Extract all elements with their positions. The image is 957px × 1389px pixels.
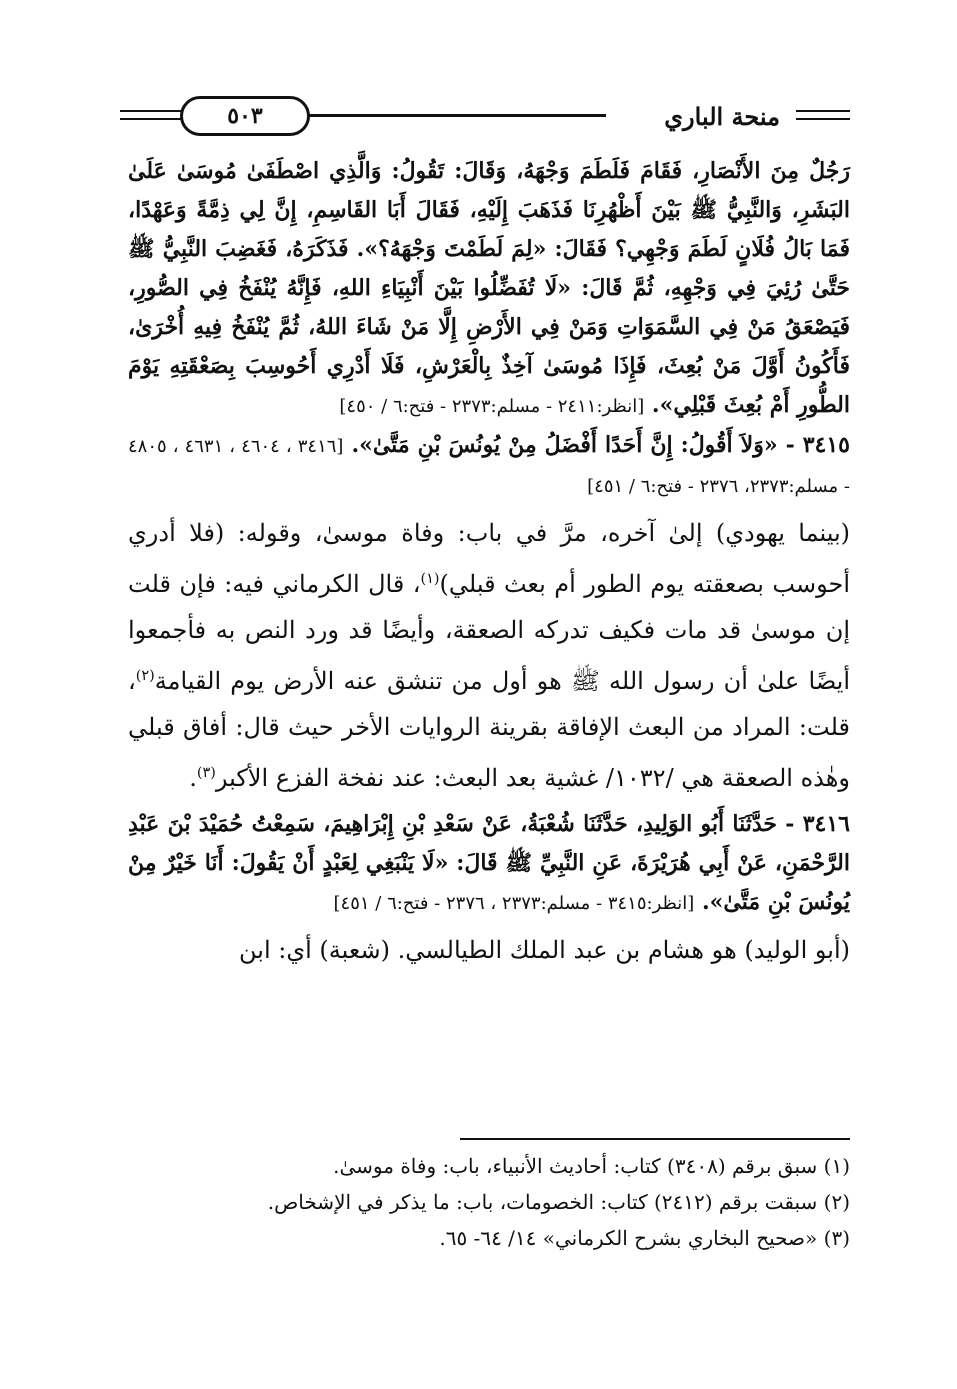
footnote-2: (٢) سبقت برقم (٢٤١٢) كتاب: الخصومات، باب: ما يذكر في الإشخاص.	[267, 1190, 850, 1214]
hadith-reference: [انظر:٢٤١١ - مسلم:٢٣٧٣ - فتح:٦ / ٤٥٠]	[339, 396, 645, 417]
hadith-reference: [انظر:٣٤١٥ - مسلم:٢٣٧٣ ، ٢٣٧٦ - فتح:٦ / ٤٥١]	[333, 893, 695, 914]
hadith-text: رَجُلٌ مِنَ الأَنْصَارِ، فَقَامَ فَلَطَمَ وَجْهَهُ، وَقَالَ: تَقُولُ: وَالَّذِي اصْطَفَىٰ مُوسَىٰ عَلَىٰ البَشَرِ، وَالنَّبِيُّ ﷺ بَيْنَ أَظْهُرِنَا فَذَهَبَ إِلَيْهِ، فَقَالَ أَبَا القَاسِمِ، إِنَّ لِي ذِمَّةً وَعَهْدًا، فَمَا بَالُ فُلَانٍ لَطَمَ وَجْهِي؟ فَقَالَ: «لِمَ لَطَمْتَ وَجْهَهُ؟». فَذَكَرَهُ، فَغَضِبَ النَّبِيُّ ﷺ حَتَّىٰ رُئِيَ فِي وَجْهِهِ، ثُمَّ قَالَ: «لَا تُفَضِّلُوا بَيْنَ أَنْبِيَاءِ اللهِ، فَإِنَّهُ يُنْفَخُ فِي الصُّورِ، فَيَصْعَقُ مَنْ فِي السَّمَوَاتِ وَمَنْ فِي الأَرْضِ إِلَّا مَنْ شَاءَ اللهُ، ثُمَّ يُنْفَخُ فِيهِ أُخْرَىٰ، فَأَكُونُ أَوَّلَ مَنْ بُعِثَ، فَإِذَا مُوسَىٰ آخِذٌ بِالْعَرْشِ، فَلَا أَدْرِي أَحُوسِبَ بِصَعْقَتِهِ يَوْمَ الطُّورِ أَمْ بُعِثَ قَبْلِي».	[128, 158, 850, 418]
footnote-marker: (١)	[420, 571, 440, 587]
hadith-number: ٣٤١٥	[802, 432, 850, 458]
commentary-text: .	[189, 764, 197, 792]
hadith-3416	[128, 805, 850, 923]
header-rule-middle	[306, 114, 606, 117]
header-rule-left-bottom	[120, 118, 184, 120]
commentary-paragraph	[128, 927, 850, 973]
page-header	[120, 96, 850, 140]
header-rule-right-top	[796, 110, 850, 112]
header-rule-right-bottom	[796, 118, 850, 120]
hadith-3415	[128, 426, 850, 506]
commentary-text: ، قلت: المراد من البعث الإفاقة بقرينة الروايات الأخر حيث قال: أفاق قبلي وهٰذه الصعقة هي /١٠٣٢/ غشية بعد البعث: عند نفخة الفزع الأكبر	[128, 667, 850, 792]
commentary-text: (بينما يهودي) إلىٰ آخره، مرَّ في باب: وفاة موسىٰ، وقوله: (فلا أدري أحوسب بصعقته يوم الطور أم بعث قبلي)	[128, 519, 850, 598]
footnote-3: (٣) «صحيح البخاري بشرح الكرماني» ١٤/ ٦٤- ٦٥.	[439, 1226, 850, 1250]
commentary-text: (أبو الوليد) هو هشام بن عبد الملك الطيالسي. (شعبة) أي: ابن	[239, 936, 850, 964]
page-number-badge	[180, 96, 310, 136]
footnote-marker: (٣)	[196, 765, 216, 781]
footnotes	[128, 1148, 850, 1256]
hadith-number: ٣٤١٦	[802, 811, 850, 837]
hadith-text: - حَدَّثَنَا أَبُو الوَلِيدِ، حَدَّثَنَا شُعْبَةُ، عَنْ سَعْدِ بْنِ إِبْرَاهِيمَ، سَمِعْتُ حُمَيْدَ بْنَ عَبْدِ الرَّحْمَنِ، عَنْ أَبِي هُرَيْرَةَ، عَنِ النَّبِيِّ ﷺ قَالَ: «لَا يَنْبَغِي لِعَبْدٍ أَنْ يَقُولَ: أَنَا خَيْرٌ مِنْ يُونُسَ بْنِ مَتَّىٰ».	[128, 811, 850, 915]
footnote-divider	[460, 1138, 850, 1140]
header-rule-left-top	[120, 110, 184, 112]
footnote-1: (١) سبق برقم (٣٤٠٨) كتاب: أحاديث الأنبياء، باب: وفاة موسىٰ.	[333, 1154, 850, 1178]
hadith-text: - «وَلاَ أَقُولُ: إِنَّ أَحَدًا أَفْضَلُ مِنْ يُونُسَ بْنِ مَتَّىٰ».	[351, 432, 795, 458]
page-body	[128, 152, 850, 973]
commentary-paragraph	[128, 510, 850, 801]
hadith-reference: [٣٤١٦ ، ٤٦٠٤ ، ٤٦٣١ ، ٤٨٠٥ - مسلم:٢٣٧٣، ٢٣٧٦ - فتح:٦ / ٤٥١]	[128, 436, 850, 497]
footnote-marker: (٢)	[135, 668, 155, 684]
book-title: منحة الباري	[664, 102, 780, 131]
page-number: ٥٠٣	[227, 103, 263, 129]
commentary-text: ، قال الكرماني فيه: فإن قلت إن موسىٰ قد مات فكيف تدركه الصعقة، وأيضًا قد ورد النص به فأجمعوا أيضًا علىٰ أن رسول الله ﷺ هو أول من تنشق عنه الأرض يوم القيامة	[128, 570, 850, 695]
hadith-3414-continuation	[128, 152, 850, 426]
